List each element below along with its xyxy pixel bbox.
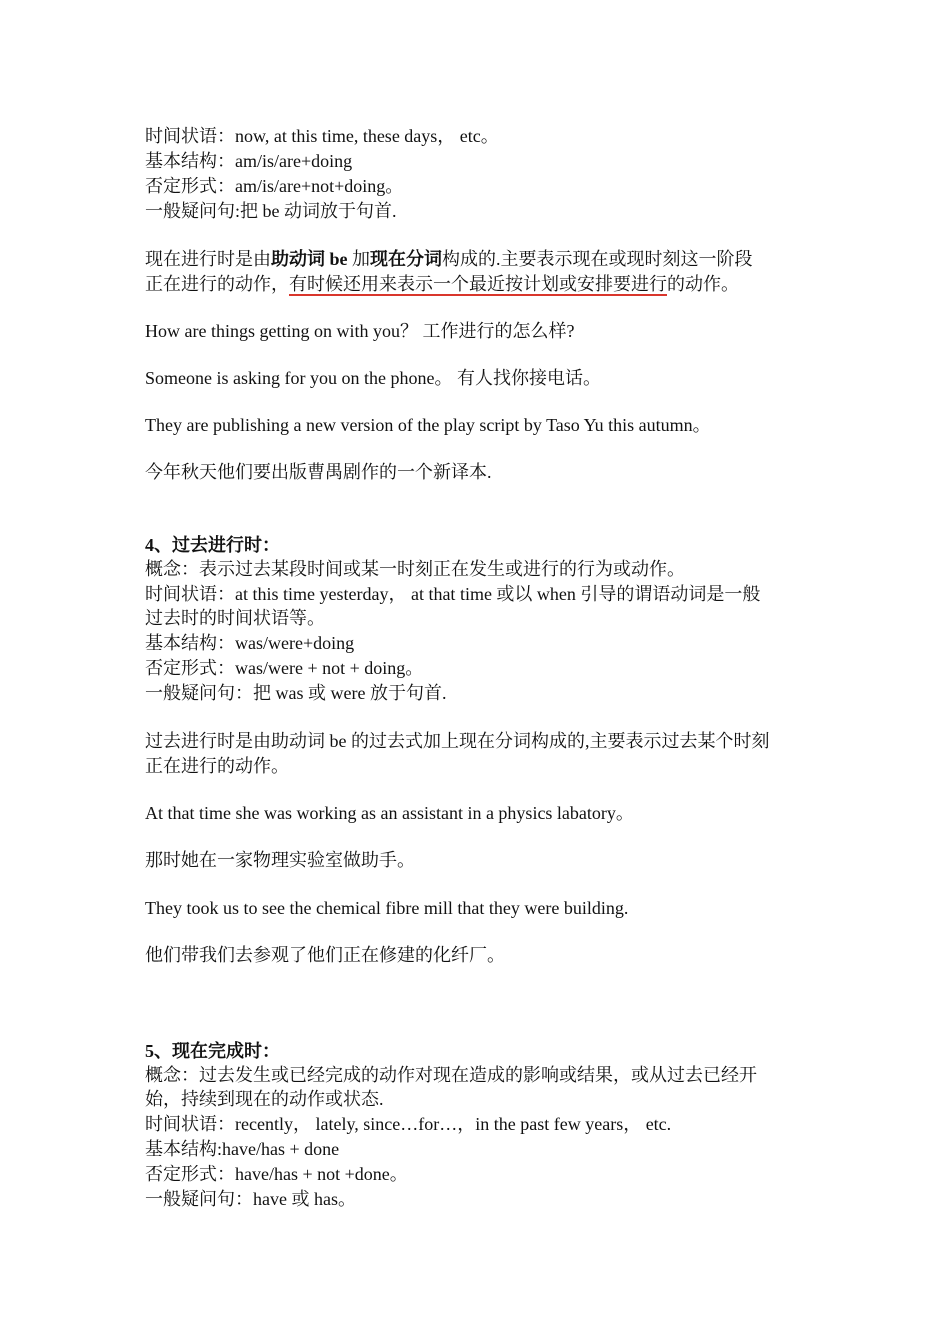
underlined-phrase: 有时候还用来表示一个最近按计划或安排要进行 [289, 274, 667, 294]
question-form-line: 一般疑问句:把 be 动词放于句首. [145, 201, 397, 221]
concept-line: 概念：表示过去某段时间或某一时刻正在发生或进行的行为或动作。 [145, 559, 685, 579]
concept-line-2: 始，持续到现在的动作或状态. [145, 1089, 384, 1109]
explanation-paragraph-line-1 [145, 247, 753, 271]
example-sentence-2: Someone is asking for you on the phone。 有人找你接电话。 [145, 368, 601, 388]
explanation-text: 的动作。 [667, 274, 739, 294]
concept-line-1: 概念：过去发生或已经完成的动作对现在造成的影响或结果，或从过去已经开 [145, 1065, 757, 1085]
example-sentence-1: How are things getting on with you？ 工作进行的怎么样? [145, 321, 575, 341]
negative-form-line: 否定形式：have/has + not +done。 [145, 1164, 408, 1184]
explanation-text: 加 [347, 249, 370, 269]
explanation-text: 现在进行时是由 [145, 249, 271, 269]
question-form-line: 一般疑问句：把 was 或 were 放于句首. [145, 683, 447, 703]
time-adverbials-line-1: 时间状语：at this time yesterday， at that time 或以 when 引导的谓语动词是一般 [145, 584, 761, 604]
example-sentence-3-translation: 今年秋天他们要出版曹禺剧作的一个新译本. [145, 462, 492, 482]
bold-term-present-participle: 现在分词 [370, 249, 442, 269]
time-adverbials-line: 时间状语：recently， lately, since…for…，in the past few years， etc. [145, 1114, 672, 1134]
example-sentence-2: They took us to see the chemical fibre mill that they were building. [145, 898, 629, 918]
basic-structure-line: 基本结构：am/is/are+doing [145, 151, 353, 171]
time-adverbials-line: 时间状语：now, at this time, these days， etc。 [145, 126, 499, 146]
example-sentence-1: At that time she was working as an assistant in a physics labatory。 [145, 803, 634, 823]
explanation-paragraph-line-2 [145, 272, 739, 296]
explanation-paragraph-line-1: 过去进行时是由助动词 be 的过去式加上现在分词构成的,主要表示过去某个时刻 [145, 731, 770, 751]
explanation-text: 构成的.主要表示现在或现时刻这一阶段 [442, 249, 753, 269]
explanation-paragraph-line-2: 正在进行的动作。 [145, 756, 289, 776]
negative-form-line: 否定形式：was/were + not + doing。 [145, 658, 424, 678]
basic-structure-line: 基本结构:have/has + done [145, 1139, 340, 1159]
bold-term-auxiliary-be: 助动词 be [271, 249, 348, 269]
section-5-heading: 5、现在完成时： [145, 1041, 280, 1061]
negative-form-line: 否定形式：am/is/are+not+doing。 [145, 176, 404, 196]
time-adverbials-line-2: 过去时的时间状语等。 [145, 608, 325, 628]
section-4-heading: 4、过去进行时： [145, 535, 280, 555]
basic-structure-line: 基本结构：was/were+doing [145, 633, 355, 653]
explanation-text: 正在进行的动作， [145, 274, 289, 294]
example-sentence-1-translation: 那时她在一家物理实验室做助手。 [145, 850, 415, 870]
question-form-line: 一般疑问句：have 或 has。 [145, 1189, 356, 1209]
example-sentence-3: They are publishing a new version of the play script by Taso Yu this autumn。 [145, 415, 711, 435]
example-sentence-2-translation: 他们带我们去参观了他们正在修建的化纤厂。 [145, 945, 505, 965]
